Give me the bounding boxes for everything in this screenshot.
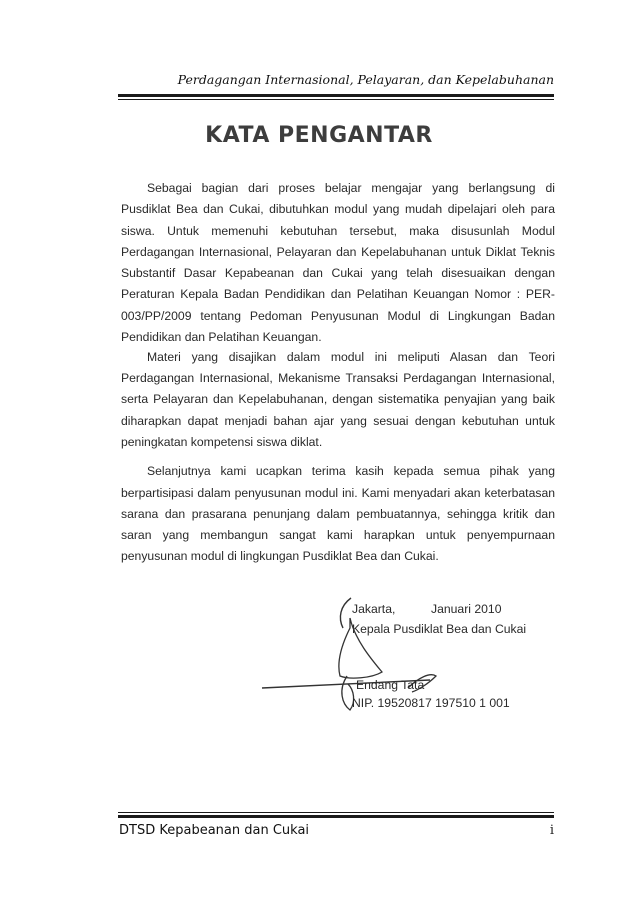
paragraph-line: berpartisipasi dalam penyusunan modul ini. Kami menyadari akan keterbatasan (121, 486, 555, 500)
paragraph-line: peningkatan kompetensi siswa diklat. (121, 435, 323, 449)
page-title: KATA PENGANTAR (205, 123, 433, 148)
running-header: Perdagangan Internasional, Pelayaran, dan Kepelabuhanan (177, 72, 554, 87)
paragraph-line: Peraturan Kepala Badan Pendidikan dan Pelatihan Keuangan Nomor : PER- (121, 287, 555, 301)
paragraph-line: Selanjutnya kami ucapkan terima kasih kepada semua pihak yang (147, 464, 555, 478)
paragraph-line: 003/PP/2009 tentang Pedoman Penyusunan Modul di Lingkungan Badan (121, 309, 555, 323)
signature-date: Januari 2010 (431, 602, 502, 616)
paragraph-line: Pendidikan dan Pelatihan Keuangan. (121, 330, 322, 344)
paragraph-line: Substantif Dasar Kepabeanan dan Cukai yang telah disesuaikan dengan (121, 266, 555, 280)
header-rule (118, 94, 554, 97)
footer-rule-thin (118, 812, 554, 813)
footer-rule (118, 815, 554, 818)
signatory-name: Endang Tata (356, 678, 425, 692)
paragraph-line: Perdagangan Internasional, Pelayaran dan Kepelabuhanan untuk Diklat Teknis (121, 245, 555, 259)
paragraph-line: Pusdiklat Bea dan Cukai, dibutuhkan modul yang mudah dipelajari oleh para (121, 202, 555, 216)
paragraph-line: penyusunan modul di lingkungan Pusdiklat Bea dan Cukai. (121, 549, 439, 563)
signature-place: Jakarta, (352, 602, 396, 616)
paragraph-line: serta Pelayaran dan Kepelabuhanan, dengan sistematika penyajian yang baik (121, 392, 555, 406)
page-number: i (549, 823, 554, 838)
footer-label: DTSD Kepabeanan dan Cukai (119, 823, 310, 838)
header-rule-thin (118, 99, 554, 100)
paragraph-line: siswa. Untuk memenuhi kebutuhan tersebut, maka disusunlah Modul (121, 224, 555, 238)
paragraph-line: sarana dan prasarana penunjang dalam pembuatannya, sehingga kritik dan (121, 507, 555, 521)
signatory-nip: NIP. 19520817 197510 1 001 (352, 696, 510, 710)
paragraph-line: Materi yang disajikan dalam modul ini meliputi Alasan dan Teori (147, 350, 555, 364)
paragraph-line: diharapkan dapat menjadi bahan ajar yang sesuai dengan kebutuhan untuk (121, 414, 555, 428)
paragraph-line: saran yang membangun sangat kami harapkan untuk penyempurnaan (121, 528, 555, 542)
signature-position: Kepala Pusdiklat Bea dan Cukai (352, 622, 527, 636)
paragraph-line: Perdagangan Internasional, Mekanisme Transaksi Perdagangan Internasional, (121, 371, 555, 385)
paragraph-line: Sebagai bagian dari proses belajar mengajar yang berlangsung di (147, 181, 555, 195)
